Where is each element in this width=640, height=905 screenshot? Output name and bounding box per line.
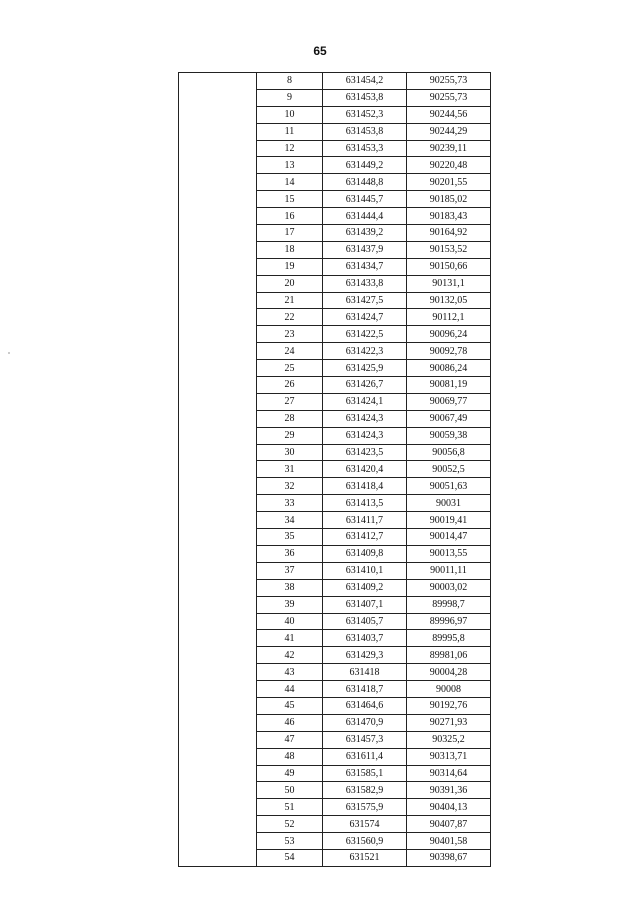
y-coordinate-cell: 90407,87 (407, 816, 491, 833)
x-coordinate-cell: 631444,4 (323, 208, 407, 225)
y-coordinate-cell: 89995,8 (407, 630, 491, 647)
y-coordinate-cell: 90271,93 (407, 714, 491, 731)
point-number-cell: 50 (257, 782, 323, 799)
point-number-cell: 10 (257, 106, 323, 123)
y-coordinate-cell: 90051,63 (407, 478, 491, 495)
y-coordinate-cell: 90244,29 (407, 123, 491, 140)
x-coordinate-cell: 631407,1 (323, 596, 407, 613)
x-coordinate-cell: 631418 (323, 664, 407, 681)
x-coordinate-cell: 631452,3 (323, 106, 407, 123)
x-coordinate-cell: 631411,7 (323, 512, 407, 529)
x-coordinate-cell: 631470,9 (323, 714, 407, 731)
x-coordinate-cell: 631420,4 (323, 461, 407, 478)
point-number-cell: 37 (257, 562, 323, 579)
x-coordinate-cell: 631426,7 (323, 377, 407, 394)
y-coordinate-cell: 90313,71 (407, 748, 491, 765)
point-number-cell: 35 (257, 529, 323, 546)
point-number-cell: 11 (257, 123, 323, 140)
point-number-cell: 38 (257, 579, 323, 596)
point-number-cell: 28 (257, 410, 323, 427)
table-row (179, 73, 491, 90)
coordinates-table (178, 72, 491, 867)
x-coordinate-cell: 631409,2 (323, 579, 407, 596)
y-coordinate-cell: 90164,92 (407, 225, 491, 242)
x-coordinate-cell: 631611,4 (323, 748, 407, 765)
x-coordinate-cell: 631434,7 (323, 258, 407, 275)
point-number-cell: 31 (257, 461, 323, 478)
y-coordinate-cell: 90003,02 (407, 579, 491, 596)
point-number-cell: 44 (257, 681, 323, 698)
y-coordinate-cell: 90192,76 (407, 697, 491, 714)
point-number-cell: 26 (257, 377, 323, 394)
point-number-cell: 49 (257, 765, 323, 782)
blank-merged-cell (179, 73, 257, 867)
y-coordinate-cell: 90052,5 (407, 461, 491, 478)
point-number-cell: 22 (257, 309, 323, 326)
y-coordinate-cell: 90056,8 (407, 444, 491, 461)
x-coordinate-cell: 631418,7 (323, 681, 407, 698)
y-coordinate-cell: 90067,49 (407, 410, 491, 427)
x-coordinate-cell: 631574 (323, 816, 407, 833)
y-coordinate-cell: 90401,58 (407, 833, 491, 850)
x-coordinate-cell: 631423,5 (323, 444, 407, 461)
point-number-cell: 20 (257, 275, 323, 292)
x-coordinate-cell: 631425,9 (323, 360, 407, 377)
x-coordinate-cell: 631453,3 (323, 140, 407, 157)
y-coordinate-cell: 90112,1 (407, 309, 491, 326)
x-coordinate-cell: 631422,3 (323, 343, 407, 360)
point-number-cell: 32 (257, 478, 323, 495)
point-number-cell: 13 (257, 157, 323, 174)
point-number-cell: 45 (257, 697, 323, 714)
x-coordinate-cell: 631427,5 (323, 292, 407, 309)
y-coordinate-cell: 90325,2 (407, 731, 491, 748)
y-coordinate-cell: 90391,36 (407, 782, 491, 799)
point-number-cell: 51 (257, 799, 323, 816)
y-coordinate-cell: 89996,97 (407, 613, 491, 630)
y-coordinate-cell: 90086,24 (407, 360, 491, 377)
y-coordinate-cell: 90096,24 (407, 326, 491, 343)
y-coordinate-cell: 90239,11 (407, 140, 491, 157)
point-number-cell: 12 (257, 140, 323, 157)
point-number-cell: 42 (257, 647, 323, 664)
y-coordinate-cell: 90131,1 (407, 275, 491, 292)
x-coordinate-cell: 631437,9 (323, 241, 407, 258)
point-number-cell: 47 (257, 731, 323, 748)
point-number-cell: 17 (257, 225, 323, 242)
point-number-cell: 24 (257, 343, 323, 360)
y-coordinate-cell: 90404,13 (407, 799, 491, 816)
y-coordinate-cell: 90220,48 (407, 157, 491, 174)
y-coordinate-cell: 90019,41 (407, 512, 491, 529)
point-number-cell: 39 (257, 596, 323, 613)
y-coordinate-cell: 89998,7 (407, 596, 491, 613)
point-number-cell: 25 (257, 360, 323, 377)
x-coordinate-cell: 631403,7 (323, 630, 407, 647)
x-coordinate-cell: 631409,8 (323, 545, 407, 562)
point-number-cell: 36 (257, 545, 323, 562)
x-coordinate-cell: 631445,7 (323, 191, 407, 208)
point-number-cell: 54 (257, 849, 323, 866)
x-coordinate-cell: 631412,7 (323, 529, 407, 546)
x-coordinate-cell: 631433,8 (323, 275, 407, 292)
y-coordinate-cell: 90153,52 (407, 241, 491, 258)
x-coordinate-cell: 631454,2 (323, 73, 407, 90)
point-number-cell: 16 (257, 208, 323, 225)
x-coordinate-cell: 631449,2 (323, 157, 407, 174)
x-coordinate-cell: 631448,8 (323, 174, 407, 191)
y-coordinate-cell: 90255,73 (407, 73, 491, 90)
y-coordinate-cell: 90314,64 (407, 765, 491, 782)
point-number-cell: 27 (257, 393, 323, 410)
x-coordinate-cell: 631405,7 (323, 613, 407, 630)
x-coordinate-cell: 631439,2 (323, 225, 407, 242)
x-coordinate-cell: 631429,3 (323, 647, 407, 664)
y-coordinate-cell: 90244,56 (407, 106, 491, 123)
y-coordinate-cell: 90183,43 (407, 208, 491, 225)
x-coordinate-cell: 631424,1 (323, 393, 407, 410)
y-coordinate-cell: 90004,28 (407, 664, 491, 681)
y-coordinate-cell: 90069,77 (407, 393, 491, 410)
x-coordinate-cell: 631521 (323, 849, 407, 866)
y-coordinate-cell: 89981,06 (407, 647, 491, 664)
point-number-cell: 33 (257, 495, 323, 512)
x-coordinate-cell: 631413,5 (323, 495, 407, 512)
point-number-cell: 18 (257, 241, 323, 258)
y-coordinate-cell: 90150,66 (407, 258, 491, 275)
y-coordinate-cell: 90398,67 (407, 849, 491, 866)
page-number: 65 (313, 44, 327, 58)
x-coordinate-cell: 631424,3 (323, 427, 407, 444)
point-number-cell: 46 (257, 714, 323, 731)
y-coordinate-cell: 90201,55 (407, 174, 491, 191)
point-number-cell: 8 (257, 73, 323, 90)
point-number-cell: 9 (257, 89, 323, 106)
point-number-cell: 19 (257, 258, 323, 275)
scan-speck (8, 352, 10, 354)
x-coordinate-cell: 631424,3 (323, 410, 407, 427)
y-coordinate-cell: 90255,73 (407, 89, 491, 106)
y-coordinate-cell: 90008 (407, 681, 491, 698)
y-coordinate-cell: 90092,78 (407, 343, 491, 360)
point-number-cell: 41 (257, 630, 323, 647)
point-number-cell: 43 (257, 664, 323, 681)
y-coordinate-cell: 90059,38 (407, 427, 491, 444)
x-coordinate-cell: 631560,9 (323, 833, 407, 850)
y-coordinate-cell: 90081,19 (407, 377, 491, 394)
x-coordinate-cell: 631418,4 (323, 478, 407, 495)
y-coordinate-cell: 90031 (407, 495, 491, 512)
x-coordinate-cell: 631457,3 (323, 731, 407, 748)
x-coordinate-cell: 631585,1 (323, 765, 407, 782)
point-number-cell: 53 (257, 833, 323, 850)
y-coordinate-cell: 90185,02 (407, 191, 491, 208)
point-number-cell: 48 (257, 748, 323, 765)
point-number-cell: 21 (257, 292, 323, 309)
point-number-cell: 14 (257, 174, 323, 191)
y-coordinate-cell: 90132,05 (407, 292, 491, 309)
coordinates-table-body (179, 73, 491, 867)
point-number-cell: 23 (257, 326, 323, 343)
x-coordinate-cell: 631424,7 (323, 309, 407, 326)
x-coordinate-cell: 631464,6 (323, 697, 407, 714)
y-coordinate-cell: 90011,11 (407, 562, 491, 579)
point-number-cell: 30 (257, 444, 323, 461)
x-coordinate-cell: 631410,1 (323, 562, 407, 579)
x-coordinate-cell: 631422,5 (323, 326, 407, 343)
x-coordinate-cell: 631453,8 (323, 89, 407, 106)
point-number-cell: 40 (257, 613, 323, 630)
y-coordinate-cell: 90014,47 (407, 529, 491, 546)
point-number-cell: 52 (257, 816, 323, 833)
y-coordinate-cell: 90013,55 (407, 545, 491, 562)
point-number-cell: 34 (257, 512, 323, 529)
x-coordinate-cell: 631453,8 (323, 123, 407, 140)
x-coordinate-cell: 631582,9 (323, 782, 407, 799)
x-coordinate-cell: 631575,9 (323, 799, 407, 816)
point-number-cell: 29 (257, 427, 323, 444)
point-number-cell: 15 (257, 191, 323, 208)
